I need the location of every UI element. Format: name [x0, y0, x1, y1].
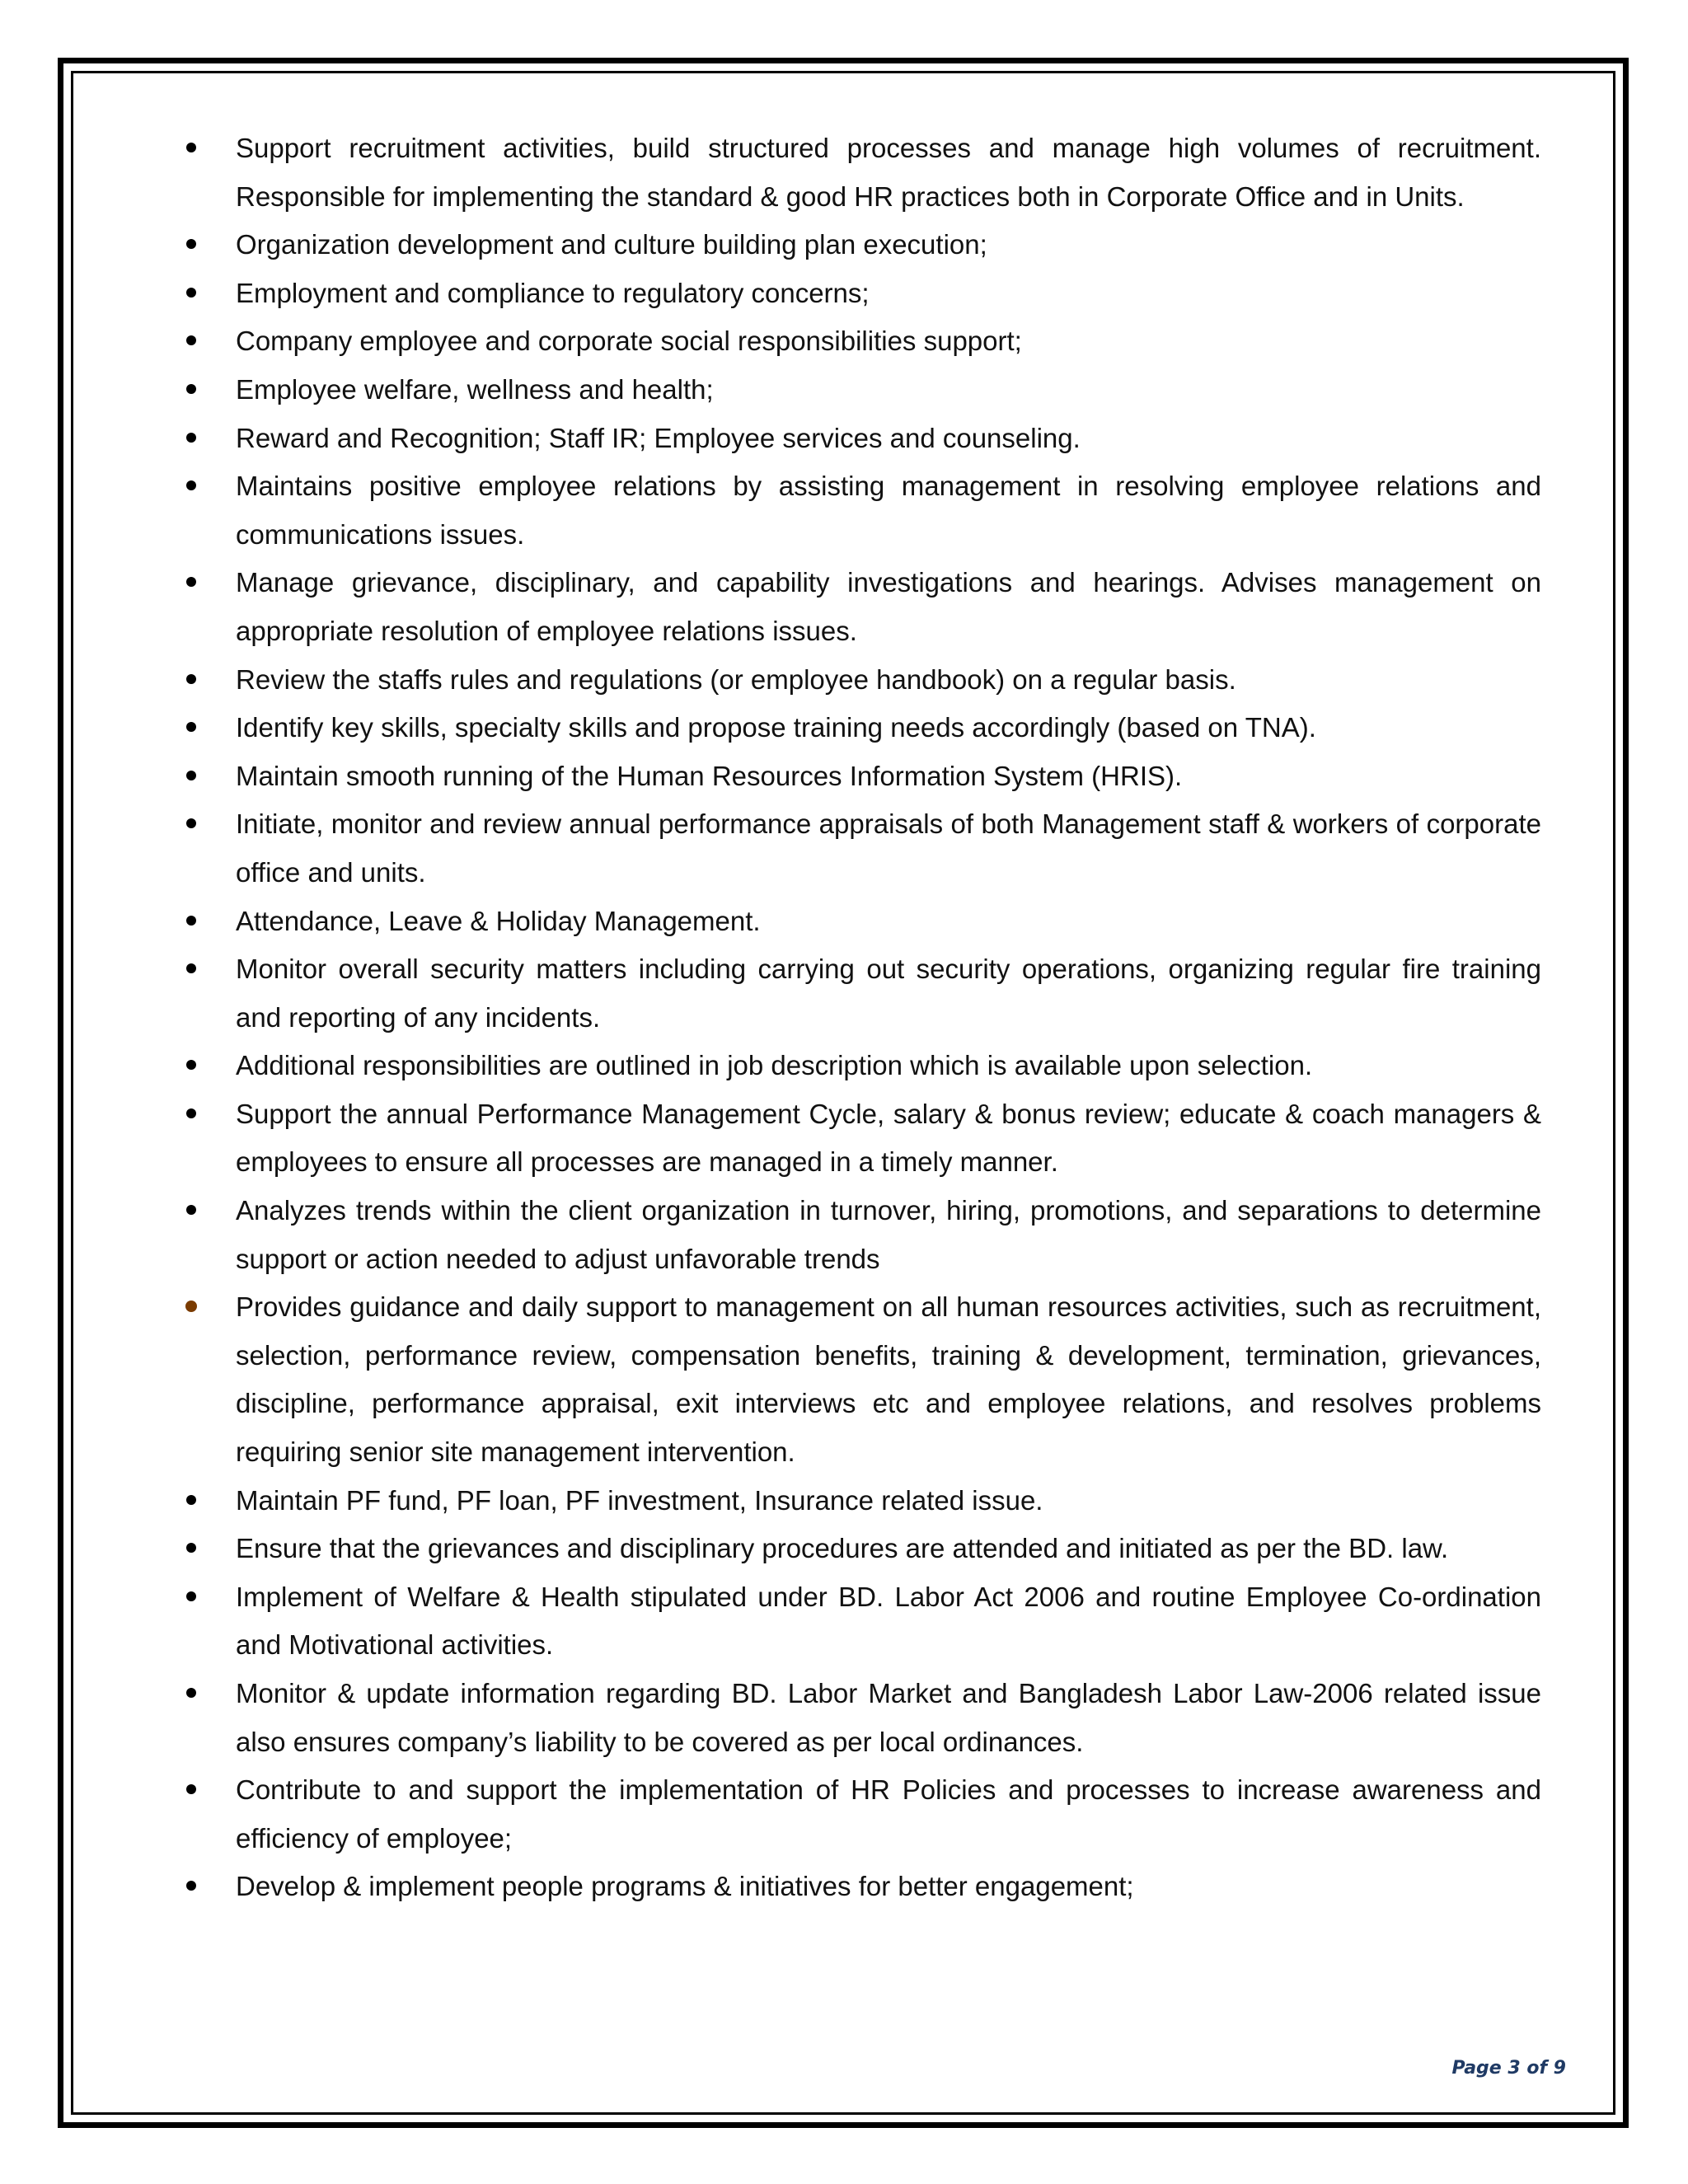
list-item — [173, 1477, 1541, 1526]
list-item-text: Reward and Recognition; Staff IR; Employee services and counseling. — [236, 422, 1081, 453]
list-item-text: Monitor overall security matters including carrying out security operations, organizing regular fire training and reporting of any incidents. — [236, 954, 1541, 1033]
list-item — [173, 752, 1541, 801]
list-item — [173, 704, 1541, 752]
bullet-icon — [186, 1205, 196, 1215]
list-item — [173, 656, 1541, 705]
bullet-icon — [186, 288, 196, 298]
list-item-text: Maintain PF fund, PF loan, PF investment, Insurance related issue. — [236, 1484, 1043, 1516]
list-item-text: Ensure that the grievances and disciplinary procedures are attended and initiated as per the BD. law. — [236, 1533, 1449, 1564]
bullet-icon — [186, 239, 196, 249]
list-item — [173, 1283, 1541, 1476]
list-item — [173, 1766, 1541, 1863]
list-item — [173, 1573, 1541, 1670]
list-item-text: Attendance, Leave & Holiday Management. — [236, 905, 761, 936]
bullet-icon — [186, 1591, 196, 1601]
list-item-text: Support the annual Performance Management Cycle, salary & bonus review; educate & coach managers & employees to ensure all processes are managed in a timely manner. — [236, 1098, 1541, 1178]
bullet-icon — [186, 480, 196, 490]
bullet-icon — [186, 143, 196, 152]
list-item-text: Contribute to and support the implementation of HR Policies and processes to increase awareness and efficiency of employee; — [236, 1774, 1541, 1854]
list-item — [173, 1090, 1541, 1187]
list-item-text: Analyzes trends within the client organization in turnover, hiring, promotions, and separations to determine support or action needed to adjust unfavorable trends — [236, 1195, 1541, 1274]
list-item — [173, 366, 1541, 415]
list-item-text: Employment and compliance to regulatory concerns; — [236, 277, 870, 308]
bullet-icon — [185, 1301, 197, 1312]
list-item — [173, 898, 1541, 946]
list-item — [173, 1670, 1541, 1766]
list-item — [173, 415, 1541, 463]
bullet-icon — [186, 577, 196, 587]
list-item — [173, 317, 1541, 366]
list-item — [173, 1187, 1541, 1283]
list-item-text: Identify key skills, specialty skills and propose training needs accordingly (based on TNA). — [236, 712, 1316, 743]
bullet-icon — [186, 1688, 196, 1698]
bullet-icon — [186, 963, 196, 973]
bullet-icon — [186, 335, 196, 345]
list-item-text: Organization development and culture building plan execution; — [236, 229, 987, 260]
list-item — [173, 945, 1541, 1042]
list-item-text: Additional responsibilities are outlined in job description which is available upon selection. — [236, 1050, 1313, 1081]
page-number: Page 3 of 9 — [1451, 2058, 1566, 2079]
list-item-text: Develop & implement people programs & initiatives for better engagement; — [236, 1871, 1134, 1902]
bullet-icon — [186, 1543, 196, 1553]
list-item — [173, 269, 1541, 318]
list-item-text: Monitor & update information regarding BD. Labor Market and Bangladesh Labor Law-2006 related issue also ensures company’s liability to be covered as per local ordinances. — [236, 1678, 1541, 1757]
list-item-text: Company employee and corporate social responsibilities support; — [236, 326, 1022, 357]
responsibilities-list — [173, 124, 1541, 1911]
list-item-text: Maintains positive employee relations by assisting management in resolving employee relations and communications issues. — [236, 471, 1541, 550]
list-item-text: Provides guidance and daily support to management on all human resources activities, such as recruitment, selection, performance review, compensation benefits, training & development, termination, grievances, discipline, performance appraisal, exit interviews etc and employee relations, and resolves problems requiring senior site management intervention. — [236, 1291, 1541, 1468]
list-item-text: Initiate, monitor and review annual performance appraisals of both Management staff & workers of corporate office and units. — [236, 808, 1541, 888]
bullet-icon — [186, 722, 196, 732]
document-body — [173, 124, 1541, 1911]
bullet-icon — [186, 818, 196, 828]
bullet-icon — [186, 1881, 196, 1891]
bullet-icon — [186, 433, 196, 443]
bullet-icon — [186, 1060, 196, 1070]
bullet-icon — [186, 384, 196, 394]
bullet-icon — [186, 771, 196, 780]
list-item — [173, 559, 1541, 655]
list-item — [173, 1525, 1541, 1573]
list-item-text: Review the staffs rules and regulations (or employee handbook) on a regular basis. — [236, 663, 1236, 695]
list-item — [173, 800, 1541, 897]
list-item-text: Manage grievance, disciplinary, and capability investigations and hearings. Advises management on appropriate resolution of employee relations issues. — [236, 567, 1541, 646]
list-item-text: Support recruitment activities, build structured processes and manage high volumes of recruitment. Responsible for implementing the standard & good HR practices both in Corporate Office and in Units. — [236, 133, 1541, 212]
bullet-icon — [186, 674, 196, 684]
list-item — [173, 462, 1541, 559]
bullet-icon — [186, 1784, 196, 1794]
list-item — [173, 221, 1541, 269]
bullet-icon — [186, 1108, 196, 1118]
bullet-icon — [186, 916, 196, 926]
list-item-text: Employee welfare, wellness and health; — [236, 373, 714, 405]
bullet-icon — [186, 1495, 196, 1505]
list-item — [173, 1863, 1541, 1911]
list-item-text: Implement of Welfare & Health stipulated under BD. Labor Act 2006 and routine Employee Co-ordination and Motivational activities. — [236, 1581, 1541, 1661]
list-item-text: Maintain smooth running of the Human Resources Information System (HRIS). — [236, 760, 1183, 791]
list-item — [173, 124, 1541, 221]
list-item — [173, 1042, 1541, 1090]
